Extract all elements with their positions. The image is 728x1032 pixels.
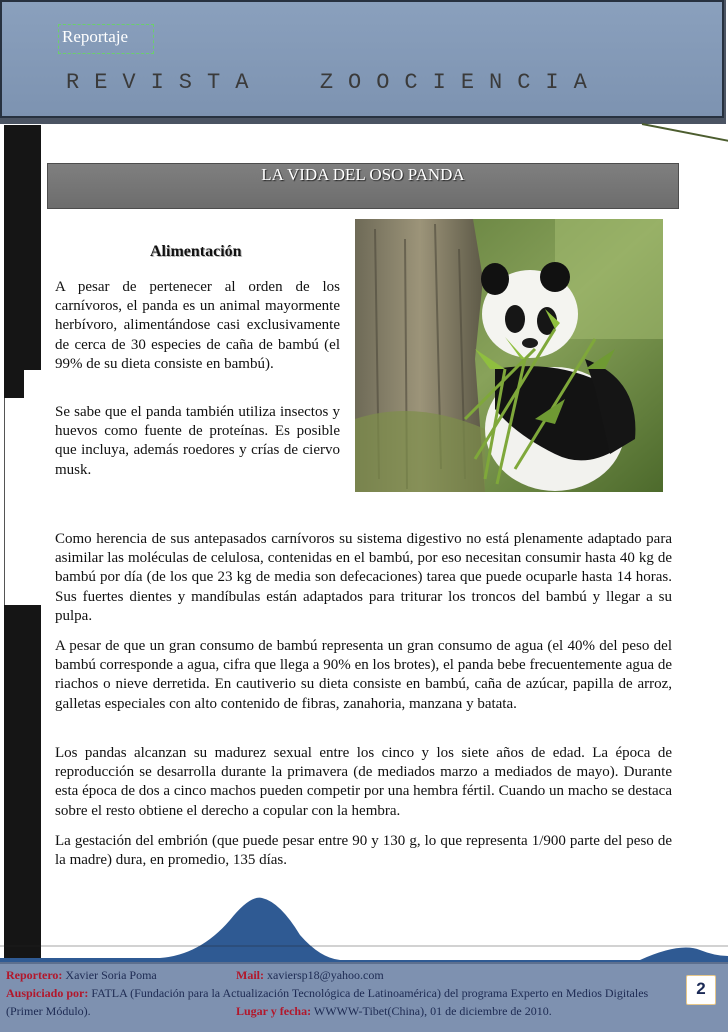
intro-paragraph-2: Se sabe que el panda también utiliza insectos y huevos como fuente de proteínas. Es posible que incluya, además roedores y crías de ciervo musk. (55, 404, 340, 478)
article-title: LA VIDA DEL OSO PANDA (261, 165, 465, 184)
body-paragraph-3: Los pandas alcanzan su madurez sexual entre los cinco y los siete años de edad. La época de reproducción se desarrolla durante la primavera (de mediados marzo a mediados de mayo). Durante esta época de dos a cinco machos pueden competir por una hembra fértil. Cuando un macho se destaca sobre el resto obtiene el derecho a copular con la hembra. (55, 745, 672, 819)
page-number: 2 (686, 975, 716, 1005)
reporter-label: Reportero: (6, 968, 63, 982)
body-paragraph-1: Como herencia de sus antepasados carnívoros su sistema digestivo no está plenamente adaptado para asimilar las moléculas de celulosa, contenidas en el bambú, por eso necesitan consumir hasta 40 kg de bambú por día (de los que 23 kg de media son defecaciones) tarea que puede ocuparle hasta 14 horas. Sus fuertes dientes y mandíbulas están adaptados para triturar los troncos del bambú y llegar a su pulpa. (55, 531, 672, 624)
left-bar-notch (4, 370, 24, 398)
mail-value[interactable]: xaviersp18@yahoo.com (267, 968, 384, 982)
place-value: WWWW-Tibet(China), 01 de diciembre de 2010. (313, 1004, 552, 1018)
module-text: (Primer Módulo). (6, 1004, 91, 1018)
sponsor-line (6, 986, 648, 1001)
decorative-wave (0, 880, 728, 965)
reporter-line (6, 968, 157, 983)
left-bar-guide (4, 398, 5, 605)
reporter-value: Xavier Soria Poma (65, 968, 157, 982)
place-line (236, 1004, 552, 1019)
place-label: Lugar y fecha: (236, 1004, 312, 1018)
section-label: Reportaje (58, 24, 154, 54)
panda-photo (355, 219, 663, 492)
magazine-title: REVISTA ZOOCIENCIA (66, 70, 602, 95)
sponsor-label: Auspiciado por: (6, 986, 89, 1000)
sponsor-value: FATLA (Fundación para la Actualización Tecnológica de Latinoamérica) del programa Experto en Medios Digitales (91, 986, 649, 1000)
header-accent-line (642, 123, 728, 142)
section-heading: Alimentación (150, 243, 242, 260)
body-paragraph-4: La gestación del embrión (que puede pesar entre 90 y 130 g, lo que representa 1/900 parte del peso de la madre) dura, en promedio, 135 días. (55, 833, 672, 869)
article-title-band (47, 163, 679, 209)
intro-paragraph-1: A pesar de pertenecer al orden de los carnívoros, el panda es un animal mayormente herbívoro, alimentándose casi exclusivamente de cerca de 30 especies de caña de bambú (el 99% de su dieta consiste en bambú). (55, 279, 340, 372)
mail-line (236, 968, 384, 983)
footer (0, 962, 728, 1032)
left-bar-top (4, 125, 41, 370)
mail-label: Mail: (236, 968, 264, 982)
body-paragraph-2: A pesar de que un gran consumo de bambú representa un gran consumo de agua (el 40% del peso del bambú corresponde a agua, cifra que llega a 90% en los brotes), el panda bebe frecuentemente agua de riachos o nieve derretida. En cautiverio su dieta consiste en bambú, caña de azúcar, papilla de arroz, galletas especiales con alto contenido de fibras, zanahoria, manzana y batata. (55, 638, 672, 712)
magazine-header (0, 0, 724, 118)
